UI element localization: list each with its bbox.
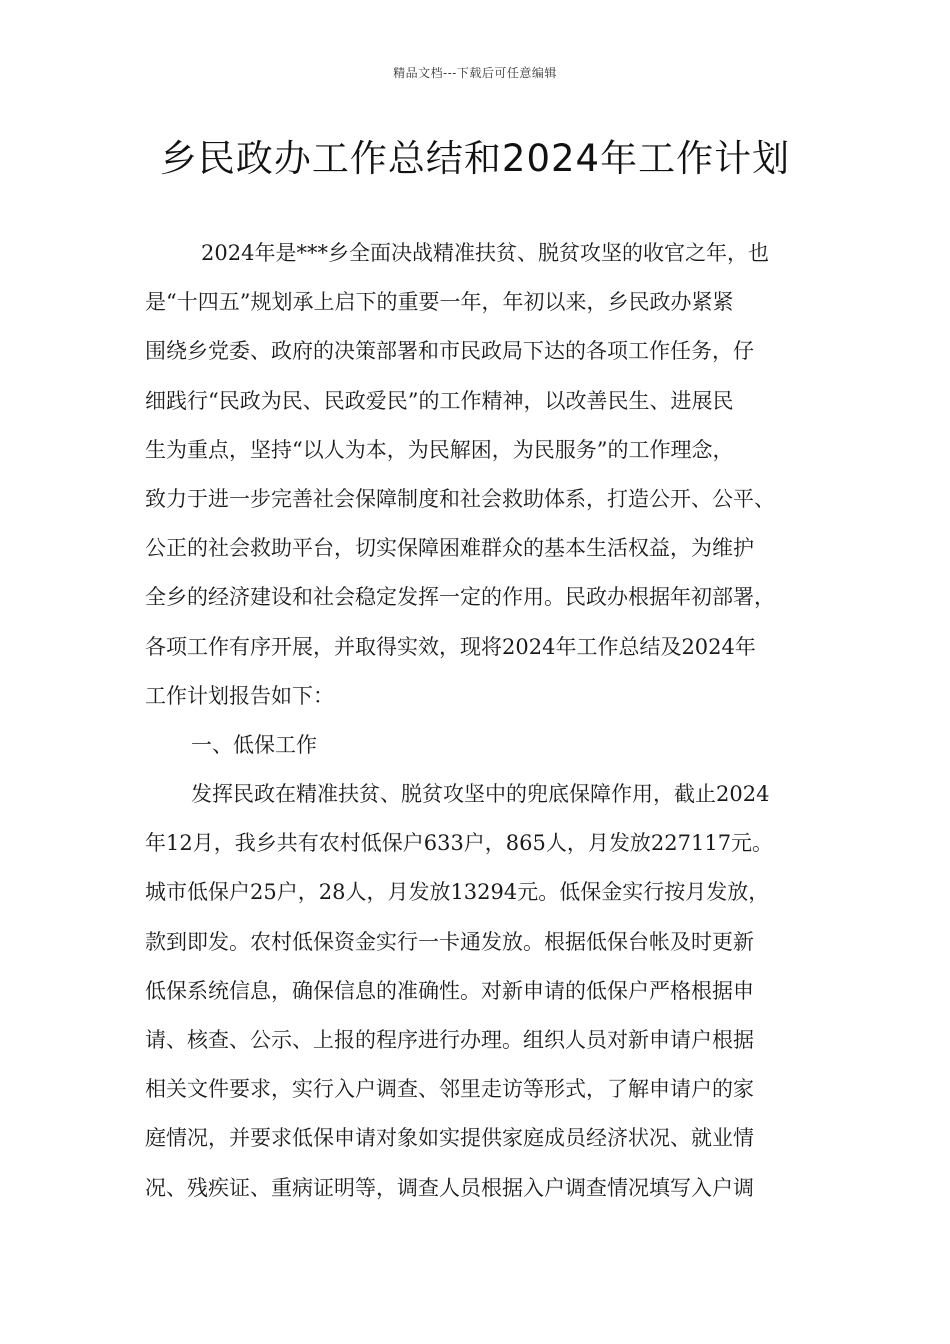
section-heading: 一、低保工作 [191, 732, 317, 757]
paragraph-line: 全乡的经济建设和社会稳定发挥一定的作用。民政办根据年初部署， [145, 585, 775, 610]
paragraph-line: 致力于进一步完善社会保障制度和社会救助体系，打造公开、公平、 [145, 486, 775, 511]
paragraph-line: 款到即发。农村低保资金实行一卡通发放。根据低保台帐及时更新 [145, 929, 754, 954]
paragraph-line: 庭情况，并要求低保申请对象如实提供家庭成员经济状况、就业情 [145, 1126, 754, 1151]
paragraph-line: 各项工作有序开展，并取得实效，现将2024年工作总结及2024年 [145, 634, 756, 659]
paragraph-line: 工作计划报告如下： [145, 683, 334, 708]
document-body [145, 233, 825, 1217]
paragraph-line: 年12月，我乡共有农村低保户633户，865人，月发放227117元。 [145, 831, 774, 856]
document-title: 乡民政办工作总结和2024年工作计划 [159, 137, 791, 180]
header-note: 精品文档---下载后可任意编辑 [393, 66, 557, 80]
paragraph-line: 2024年是***乡全面决战精准扶贫、脱贫攻坚的收官之年，也 [201, 241, 769, 265]
paragraph-line: 发挥民政在精准扶贫、脱贫攻坚中的兜底保障作用，截止2024 [191, 782, 770, 807]
paragraph-line: 况、残疾证、重病证明等，调查人员根据入户调查情况填写入户调 [145, 1175, 754, 1200]
paragraph-line: 细践行“民政为民、民政爱民”的工作精神，以改善民生、进展民 [145, 388, 734, 413]
paragraph-line: 城市低保户25户，28人，月发放13294元。低保金实行按月发放， [145, 880, 770, 905]
paragraph-line: 相关文件要求，实行入户调查、邻里走访等形式，了解申请户的家 [145, 1077, 754, 1102]
paragraph-line: 请、核查、公示、上报的程序进行办理。组织人员对新申请户根据 [145, 1028, 754, 1052]
paragraph-line: 低保系统信息，确保信息的准确性。对新申请的低保户严格根据申 [145, 978, 754, 1003]
paragraph-line: 围绕乡党委、政府的决策部署和市民政局下达的各项工作任务，仔 [145, 339, 754, 364]
paragraph-line: 是“十四五”规划承上启下的重要一年，年初以来，乡民政办紧紧 [145, 290, 734, 315]
paragraph-line: 公正的社会救助平台，切实保障困难群众的基本生活权益，为维护 [145, 536, 754, 561]
paragraph-line: 生为重点，坚持“以人为本，为民解困，为民服务”的工作理念， [145, 437, 734, 462]
